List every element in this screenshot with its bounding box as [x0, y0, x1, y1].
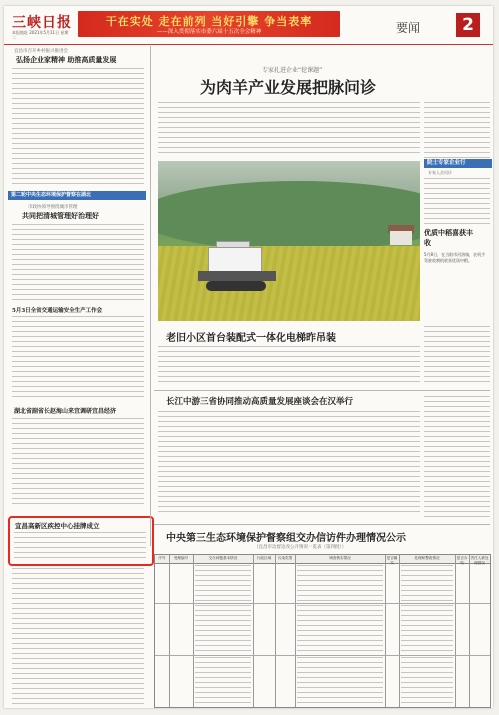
story3-title: 5月3日全省交通运输安全生产工作会 — [12, 308, 103, 314]
left-bottom-body — [12, 568, 144, 706]
table-row — [155, 655, 490, 706]
right-column-body — [424, 178, 490, 224]
table-row — [155, 603, 490, 656]
petition-table — [154, 554, 491, 708]
table-cell — [195, 565, 251, 601]
story4-body — [12, 418, 144, 508]
table-rule — [154, 524, 490, 525]
story2-title: 共同把清城管理好治理好 — [22, 211, 99, 220]
story1-title: 弘扬企业家精神 助推高质量发展 — [16, 55, 117, 64]
table-cell — [401, 565, 453, 601]
lower-story-title: 长江中游三省协同推动高质量发展座谈会在汉举行 — [166, 397, 354, 407]
left-column — [8, 46, 146, 706]
table-header-cell: 交办问题基本情况 — [208, 556, 238, 560]
photo-harvester — [198, 241, 276, 293]
slogan-banner — [78, 11, 340, 37]
table-cell — [401, 605, 453, 653]
banner-slogan: 干在实处 走在前列 当好引擎 争当表率 — [105, 15, 313, 28]
table-cell — [195, 605, 251, 653]
story1-kicker: 宜昌市召开乡村振兴推进会 — [14, 49, 68, 54]
table-subtitle: （宜昌市边督边改公开情况一览表（第四批）） — [254, 545, 347, 550]
table-header-cell: 受理编号 — [173, 556, 189, 560]
photo-house — [390, 231, 412, 245]
photo-caption-text: 5月8日，在当阳市河溶镇，农机手驾驶收割机收获优质中稻。 — [424, 252, 486, 263]
lower-story-body — [158, 411, 420, 516]
table-header-cell: 责任人被处理情况 — [470, 556, 489, 565]
highlighted-story-box — [8, 516, 154, 566]
masthead-meta: 本报地址 2021年5月11日 星期二 — [12, 30, 69, 40]
story3-body — [12, 316, 144, 401]
highlighted-story-body — [14, 532, 146, 560]
right-top-body — [424, 102, 490, 158]
newspaper-logo: 三峡日报 — [12, 15, 72, 31]
right-column-sub: 专家入企问诊 — [428, 170, 452, 175]
lead-kicker: 专家扎进企业“挖课题” — [262, 67, 323, 74]
story2-kicker: 市政协领导围绕城市管理 — [28, 205, 78, 210]
table-header-cell: 序号 — [158, 556, 166, 560]
newspaper-page — [4, 6, 493, 708]
blue-section-head: 第二轮中央生态环境保护督察在湖北 — [8, 191, 146, 200]
lead-title: 为肉羊产业发展把脉问诊 — [200, 78, 377, 97]
table-header-cell: 调查核实情况 — [329, 556, 351, 560]
masthead — [4, 6, 493, 45]
table-cell — [401, 657, 453, 704]
table-header-cell: 是否属实 — [386, 556, 398, 565]
table-header-cell: 处理和整改情况 — [414, 556, 440, 560]
section-name: 要闻 — [396, 21, 421, 35]
page-number: 2 — [456, 13, 480, 37]
banner-subtitle: ——深入贯彻落实市委六届十五次全会精神 — [156, 29, 262, 35]
section-rule — [154, 390, 490, 391]
photo-caption — [420, 224, 492, 314]
photo-caption-title: 优质中稻喜获丰收 — [424, 228, 473, 247]
mid-story-title: 老旧小区首台装配式一体化电梯昨吊装 — [166, 333, 336, 344]
table-header-cell: 是否办结 — [456, 556, 468, 565]
right-mid-body — [424, 326, 490, 386]
table-cell — [297, 605, 383, 653]
story2-body — [12, 224, 144, 302]
story4-title: 湖北省副省长赵海山来宜调研宜昌经济 — [14, 408, 117, 415]
harvest-photo — [158, 161, 420, 321]
table-cell — [297, 657, 383, 704]
table-title: 中央第三生态环境保护督察组交办信访件办理情况公示 — [166, 533, 406, 544]
column-divider — [150, 46, 151, 546]
table-cell — [297, 565, 383, 601]
highlighted-story-title: 宜昌高新区疾控中心挂牌成立 — [15, 522, 100, 530]
table-cell — [195, 657, 251, 704]
table-row — [155, 563, 490, 604]
right-lower-body — [424, 396, 490, 521]
harvester-header — [198, 271, 276, 281]
lead-body — [158, 102, 420, 157]
table-header-cell: 行政区域 — [256, 556, 272, 560]
harvester-track — [206, 281, 266, 291]
right-column-head: 院士专家企业行 — [424, 159, 492, 168]
story1-body — [12, 68, 144, 188]
table-header-cell: 污染类型 — [277, 556, 293, 560]
mid-story-body — [158, 346, 420, 386]
